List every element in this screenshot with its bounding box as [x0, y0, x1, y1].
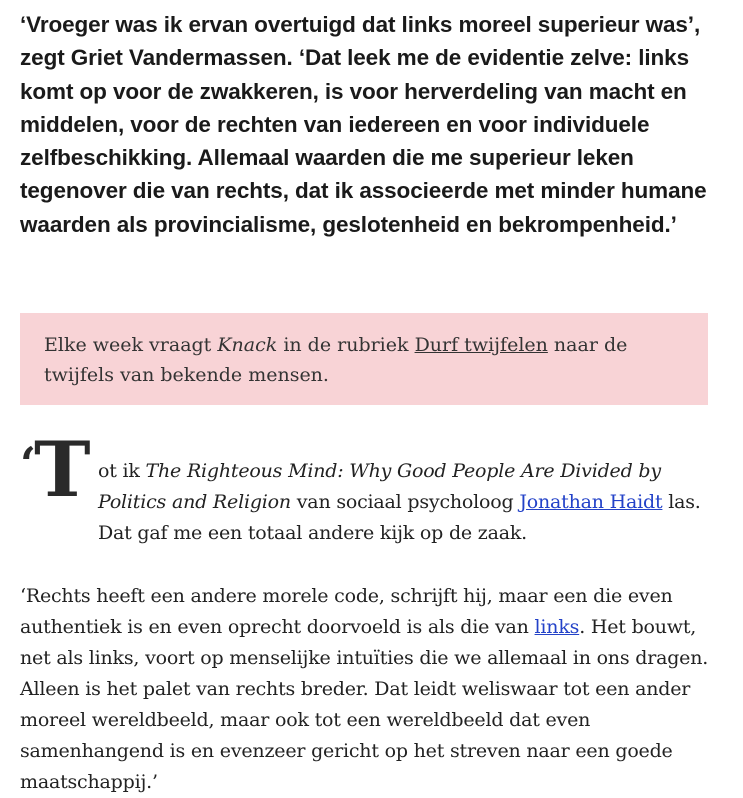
lead-paragraph: ‘Vroeger was ik ervan overtuigd dat links moreel superieur was’, zegt Griet Vandermassen. ‘Dat leek me de evidentie zelve: links komt op voor de zwakkeren, is voor herverdeling van macht en middelen, voor de rechten van iedereen en voor individuele zelfbeschikking. Allemaal waarden die me superieur leken tegenover die van rechts, dat ik associeerde met minder humane waarden als provincialisme, geslotenheid en bekrompenheid.’: [20, 12, 707, 237]
drop-cap-letter: T: [34, 425, 91, 514]
paragraph-2: [20, 581, 710, 798]
column-link[interactable]: Durf twijfelen: [414, 334, 548, 356]
drop-cap-quote: ‘: [20, 437, 37, 491]
links-link[interactable]: links: [534, 616, 580, 638]
callout-text-2: in de rubriek: [277, 334, 415, 356]
column-callout: [20, 313, 708, 405]
author-link[interactable]: Jonathan Haidt: [519, 491, 663, 513]
callout-text-1: Elke week vraagt: [44, 334, 218, 356]
book-title: The Righteous Mind: Why Good People Are Divided by Politics and Religion: [98, 460, 661, 513]
article-body: [20, 0, 720, 793]
callout-text-3: naar de twijfels van bekende mensen.: [44, 334, 628, 386]
paragraph-1-text-2: van sociaal psycholoog: [290, 491, 520, 513]
paragraph-2-text-1: ‘Rechts heeft een andere morele code, schrijft hij, maar een die even authentiek is en even oprecht doorvoeld is als die van: [20, 585, 673, 638]
paragraph-2-text-2: . Het bouwt, net als links, voort op menselijke intuïties die we allemaal in ons dragen. Alleen is het palet van rechts breder. Dat leidt weliswaar tot een ander moreel wereldbeeld, maar ook tot een wereldbeeld dat even samenhangend is en evenzeer gericht op het streven naar een goede maatschappij.’: [20, 616, 709, 793]
paragraph-1-text-3: las. Dat gaf me een totaal andere kijk op de zaak.: [98, 491, 701, 544]
magazine-name: Knack: [217, 334, 278, 356]
paragraph-1: [98, 456, 723, 549]
drop-cap: [20, 425, 91, 514]
paragraph-1-text-1: ot ik: [98, 460, 146, 482]
